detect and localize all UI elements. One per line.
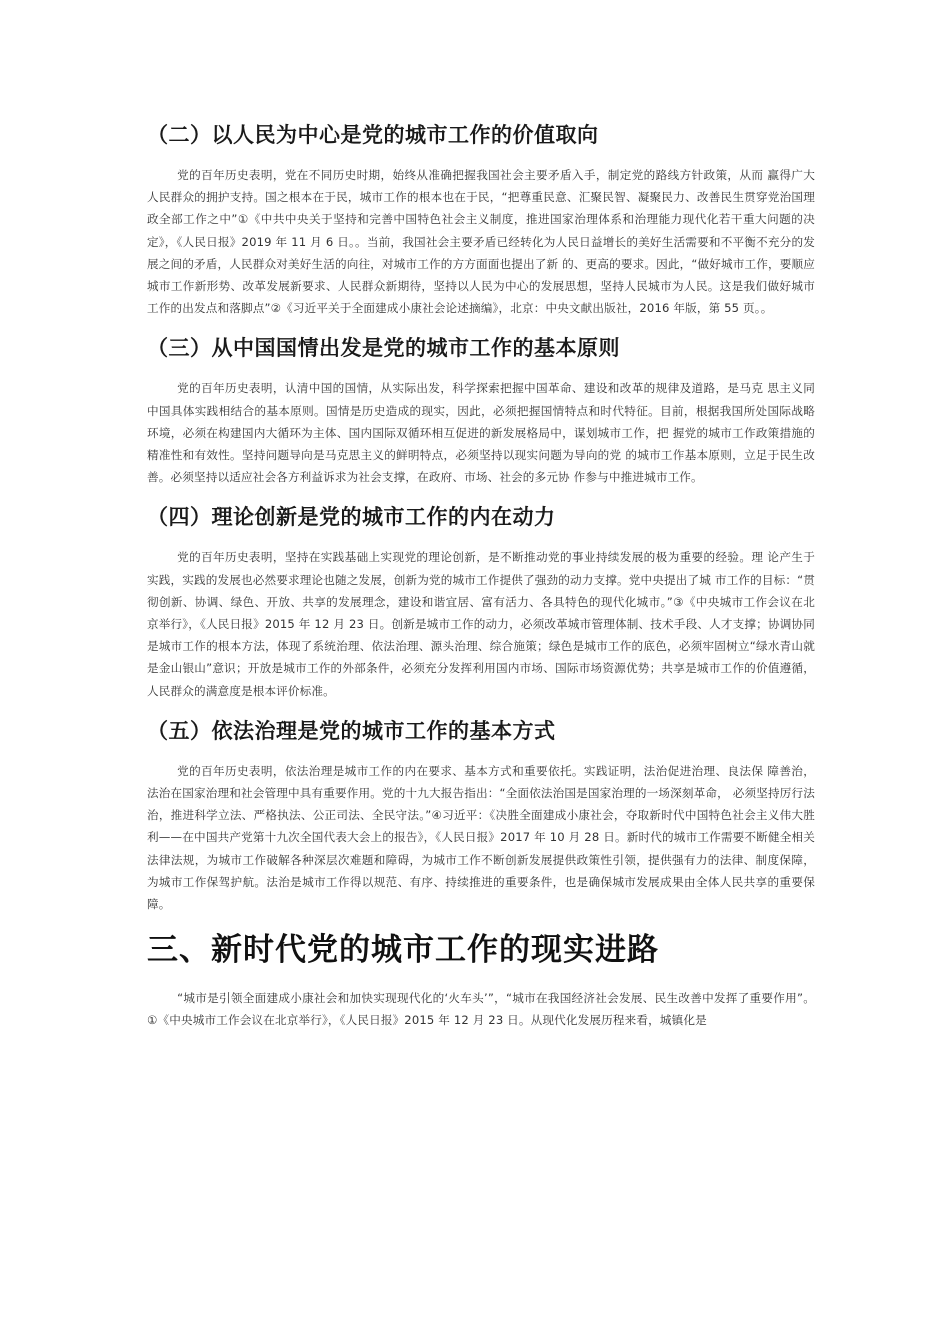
- section-heading-3: （三）从中国国情出发是党的城市工作的基本原则: [147, 336, 620, 361]
- section-paragraph-3: 党的百年历史表明，认清中国的国情，从实际出发，科学探索把握中国革命、建设和改革的规律及道路，是马克 思主义同中国具体实践相结合的基本原则。国情是历史造成的现实，因此，必须把握国情特点和时代特征。目前，根据我国所处国际战略环境，必须在构建国内大循环为主体、国内国际双循环相互促进的新发展格局中，谋划城市工作，把 握党的城市工作政策措施的精准性和有效性。坚持问题导向是马克思主义的鲜明特点，必须坚持以现实问题为导向的党 的城市工作基本原则，立足于民生改善。必须坚持以适应社会各方利益诉求为社会支撑，在政府、市场、社会的多元协 作参与中推进城市工作。: [147, 381, 815, 485]
- section-paragraph-4: 党的百年历史表明，坚持在实践基础上实现党的理论创新，是不断推动党的事业持续发展的极为重要的经验。理 论产生于实践，实践的发展也必然要求理论也随之发展，创新为党的城市工作提供了强劲的动力支撑。党中央提出了城 市工作的目标：“贯彻创新、协调、绿色、开放、共享的发展理念，建设和谐宜居、富有活力、各具特色的现代化城市。”③《中央城市工作会议在北京举行》，《人民日报》2015 年 12 月 23 日。创新是城市工作的动力，必须改革城市管理体制、技术手段、人才支撑；协调协同是城市工作的根本方法，体现了系统治理、依法治理、源头治理、综合施策；绿色是城市工作的底色，必须牢固树立“绿水青山就是金山银山”意识；开放是城市工作的外部条件，必须充分发挥利用国内市场、国际市场资源优势；共享是城市工作的价值遵循，人民群众的满意度是根本评价标准。: [147, 550, 815, 698]
- section-paragraph-2: 党的百年历史表明，党在不同历史时期，始终从准确把握我国社会主要矛盾入手，制定党的路线方针政策，从而 赢得广大人民群众的拥护支持。国之根本在于民，城市工作的根本也在于民，“把尊重民意、汇聚民智、凝聚民力、改善民生贯穿党治国理政全部工作之中”①《中共中央关于坚持和完善中国特色社会主义制度，推进国家治理体系和治理能力现代化若干重大问题的决定》，《人民日报》2019 年 11 月 6 日。。当前，我国社会主要矛盾已经转化为人民日益增长的美好生活需要和不平衡不充分的发展之间的矛盾，人民群众对美好生活的向往，对城市工作的方方面面也提出了新 的、更高的要求。因此，“做好城市工作，要顺应城市工作新形势、改革发展新要求、人民群众新期待，坚持以人民为中心的发展思想，坚持人民城市为人民。这是我们做好城市工作的出发点和落脚点”②《习近平关于全面建成小康社会论述摘编》，北京：中央文献出版社，2016 年版，第 55 页。。: [147, 168, 815, 316]
- section-heading-4: （四）理论创新是党的城市工作的内在动力: [147, 505, 556, 530]
- chapter-heading: 三、新时代党的城市工作的现实进路: [147, 932, 659, 969]
- chapter-paragraph: “城市是引领全面建成小康社会和加快实现现代化的‘火车头’”，“城市在我国经济社会发展、民生改善中发挥了重要作用”。①《中央城市工作会议在北京举行》，《人民日报》2015 年 12 月 23 日。从现代化发展历程来看，城镇化是: [147, 991, 815, 1028]
- section-paragraph-5: 党的百年历史表明，依法治理是城市工作的内在要求、基本方式和重要依托。实践证明，法治促进治理、良法保 障善治，法治在国家治理和社会管理中具有重要作用。党的十九大报告指出：“全面依法治国是国家治理的一场深刻革命， 必须坚持厉行法治，推进科学立法、严格执法、公正司法、全民守法。”④习近平：《决胜全面建成小康社会，夺取新时代中国特色社会主义伟大胜利——在中国共产党第十九次全国代表大会上的报告》，《人民日报》2017 年 10 月 28 日。新时代的城市工作需要不断健全相关法律法规，为城市工作破解各种深层次难题和障碍，为城市工作不断创新发展提供政策性引领，提供强有力的法律、制度保障，为城市工作保驾护航。法治是城市工作得以规范、有序、持续推进的重要条件，也是确保城市发展成果由全体人民共享的重要保障。: [147, 763, 815, 912]
- section-heading-5: （五）依法治理是党的城市工作的基本方式: [147, 718, 556, 743]
- section-heading-2: （二）以人民为中心是党的城市工作的价值取向: [147, 123, 599, 147]
- document-body: [147, 120, 815, 1046]
